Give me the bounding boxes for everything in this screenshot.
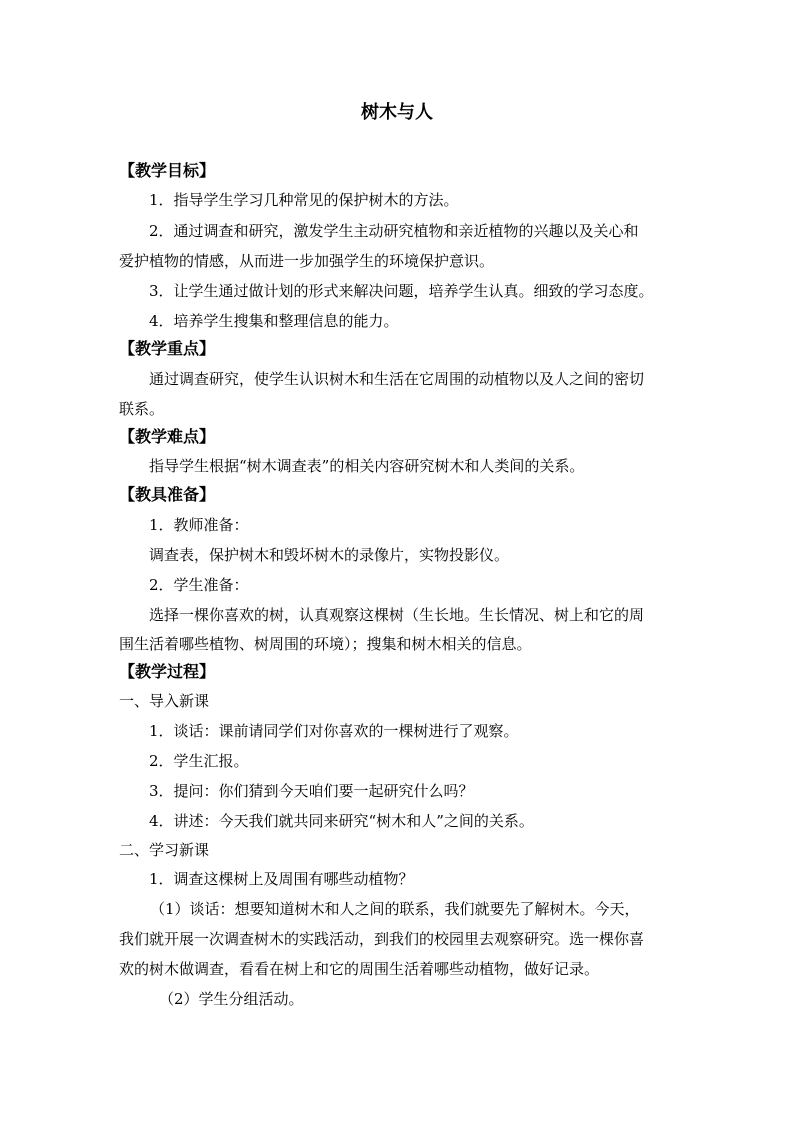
materials-teacher-detail: 调查表，保护树木和毁坏树木的录像片，实物投影仪。 <box>149 546 510 564</box>
process-part-2-sub-1-line-2: 我们就开展一次调查树木的实践活动，到我们的校园里去观察研究。选一棵你喜 <box>119 930 645 948</box>
process-part-2-title: 二、学习新课 <box>119 841 210 859</box>
difficulties-line-1: 指导学生根据“树木调查表”的相关内容研究树木和人类间的关系。 <box>149 457 585 475</box>
heading-difficulties: 【教学难点】 <box>119 427 216 446</box>
process-part-1-item-2: 2．学生汇报。 <box>149 752 249 770</box>
process-part-2-sub-1-line-1: （1）谈话：想要知道树木和人之间的联系，我们就要先了解树木。今天， <box>150 900 640 918</box>
heading-key-points: 【教学重点】 <box>119 339 216 358</box>
process-part-2-sub-2: （2）学生分组活动。 <box>159 990 304 1008</box>
key-points-line-1: 通过调查研究，使学生认识树木和生活在它周围的动植物以及人之间的密切 <box>149 370 645 388</box>
goal-item-2-line-1: 2．通过调查和研究，激发学生主动研究植物和亲近植物的兴趣以及关心和 <box>149 222 639 240</box>
goal-item-1: 1．指导学生学习几种常见的保护树木的方法。 <box>149 191 459 209</box>
process-part-2-item-1: 1．调查这棵树上及周围有哪些动植物？ <box>149 870 414 888</box>
goal-item-3: 3．让学生通过做计划的形式来解决问题，培养学生认真。细致的学习态度。 <box>149 282 654 300</box>
materials-teacher-label: 1．教师准备： <box>149 516 249 534</box>
process-part-1-item-4: 4．讲述：今天我们就共同来研究“树木和人”之间的关系。 <box>149 812 534 830</box>
materials-student-line-2: 围生活着哪些植物、树周围的环境）；搜集和树木相关的信息。 <box>119 635 532 653</box>
heading-materials: 【教具准备】 <box>119 485 216 504</box>
materials-student-label: 2．学生准备： <box>149 576 249 594</box>
materials-student-line-1: 选择一棵你喜欢的树，认真观察这棵树（生长地。生长情况、树上和它的周 <box>149 606 645 624</box>
goal-item-2-line-2: 爱护植物的情感，从而进一步加强学生的环境保护意识。 <box>119 252 495 270</box>
key-points-line-2: 联系。 <box>119 400 165 418</box>
process-part-1-item-3: 3．提问：你们猜到今天咱们要一起研究什么吗？ <box>149 782 474 800</box>
document-title: 树木与人 <box>361 102 433 123</box>
process-part-1-item-1: 1．谈话：课前请同学们对你喜欢的一棵树进行了观察。 <box>149 722 519 740</box>
heading-teaching-goals: 【教学目标】 <box>119 161 216 180</box>
process-part-1-title: 一、导入新课 <box>119 692 210 710</box>
process-part-2-sub-1-line-3: 欢的树木做调查，看看在树上和它的周围生活着哪些动植物，做好记录。 <box>119 960 600 978</box>
goal-item-4: 4．培养学生搜集和整理信息的能力。 <box>149 312 399 330</box>
heading-process: 【教学过程】 <box>119 662 216 681</box>
